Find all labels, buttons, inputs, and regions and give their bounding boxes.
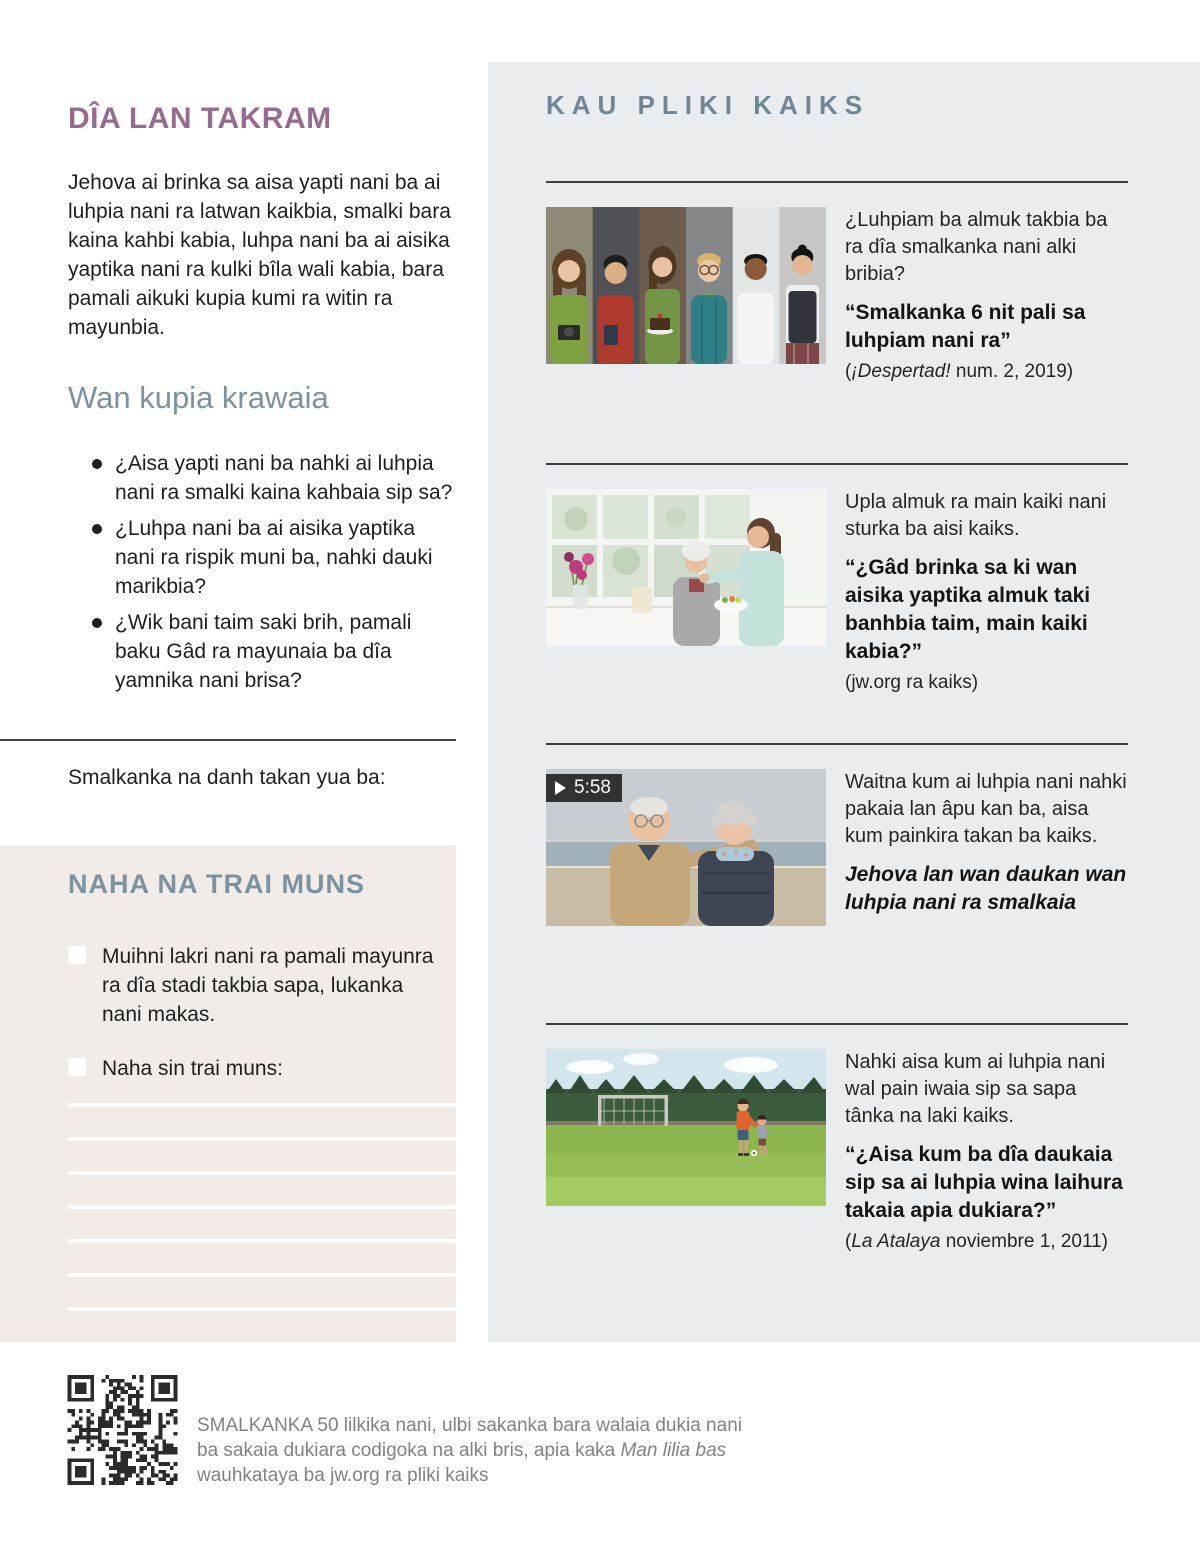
question-text: ¿Luhpa nani ba ai aisika yaptika nani ra rispik muni ba, nahki dauki marikbia?: [115, 517, 433, 598]
bullet-icon: [92, 459, 102, 469]
soccer-field-photo: [546, 1049, 826, 1206]
section-text: [845, 207, 1128, 385]
goal-item-1: Muihni lakri nani ra pamali mayunra ra dîa stadi takbia sapa, lukanka nani makas.: [102, 945, 434, 1026]
photo-illustration: [546, 489, 826, 646]
section-divider: [546, 181, 1128, 183]
section-lead: ¿Luhpiam ba almuk takbia ba ra dîa smalkanka nani alki bribia?: [845, 209, 1108, 285]
video-title: Jehova lan wan daukan wan luhpia nani ra smalkaia: [845, 863, 1127, 914]
section-quote: “¿Gâd brinka sa ki wan aisika yaptika almuk taki banhbia taim, main kaiki kabia?”: [845, 556, 1091, 663]
section-text: [845, 769, 1128, 926]
writing-line[interactable]: [68, 1307, 456, 1311]
bullet-icon: [92, 618, 102, 628]
bullet-icon: [92, 524, 102, 534]
source-publication: ¡Despertad!: [851, 361, 951, 382]
question-text: ¿Aisa yapti nani ba nahki ai luhpia nani ra smalki kaina kahbaia sip sa?: [115, 452, 453, 504]
section-text: [845, 489, 1128, 696]
serving-elderly-photo: [546, 489, 826, 646]
panel-section-4: [546, 1023, 1128, 1255]
section-text: [845, 1049, 1128, 1255]
section-divider: [546, 463, 1128, 465]
footer-text-before: SMALKANKA 50 lilkika nani, ulbi sakanka bara walaia dukia nani ba sakaia dukiara codigoka na alki bris, apia kaka: [197, 1415, 742, 1461]
writing-line[interactable]: [68, 1171, 456, 1175]
source-pre: (jw.org ra kaiks): [845, 672, 979, 693]
section-divider: [546, 1023, 1128, 1025]
panel-title: KAU PLIKI KAIKS: [546, 90, 870, 120]
section-source: [845, 1229, 1128, 1255]
video-duration-badge: [546, 774, 622, 802]
section-source: [845, 359, 1128, 385]
video-duration: 5:58: [574, 777, 611, 798]
section-lead: Waitna kum ai luhpia nani nahki pakaia lan âpu kan ba, aisa kum painkira takan ba kaiks.: [845, 771, 1127, 847]
page-title: DÎA LAN TAKRAM: [68, 102, 332, 135]
section-quote: “¿Aisa kum ba dîa daukaia sip sa ai luhpia wina laihura takaia apia dukiara?”: [845, 1143, 1123, 1222]
left-divider: [0, 739, 456, 741]
source-post: noviembre 1, 2011): [940, 1231, 1108, 1252]
section-lead: Nahki aisa kum ai luhpia nani wal pain iwaia sip sa sapa tânka na laki kaiks.: [845, 1051, 1106, 1127]
goal-item-2: Naha sin trai muns:: [102, 1057, 283, 1080]
footer-publication: Man lilia bas: [620, 1440, 727, 1461]
writing-line[interactable]: [68, 1205, 456, 1209]
question-item: [68, 608, 460, 695]
footer-note: [197, 1413, 753, 1488]
writing-line[interactable]: [68, 1239, 456, 1243]
footer-text-after: wauhkataya ba jw.org ra pliki kaiks: [197, 1465, 489, 1486]
section-quote: “Smalkanka 6 nit pali sa luhpiam nani ra”: [845, 301, 1086, 352]
photo-illustration: [546, 207, 826, 364]
section-source: [845, 670, 1128, 696]
question-item: [68, 449, 460, 507]
writing-line[interactable]: [68, 1137, 456, 1141]
goals-title: NAHA NA TRAI MUNS: [68, 869, 365, 899]
panel-section-2: [546, 463, 1128, 696]
intro-paragraph: Jehova ai brinka sa aisa yapti nani ba ai luhpia nani ra latwan kaikbia, smalki bara kaina kahbi kabia, luhpa nani ba ai aisika yaptika nani ra kulki bîla wali kabia, bara pamali aikuki kupia kumi ra witin ra mayunbia.: [68, 171, 451, 339]
question-item: [68, 514, 460, 601]
source-publication: La Atalaya: [851, 1231, 941, 1252]
completed-date-label: Smalkanka na danh takan yua ba:: [68, 766, 386, 789]
question-list: [68, 449, 460, 702]
goal-checkbox-2[interactable]: [68, 1058, 86, 1076]
source-post: num. 2, 2019): [950, 361, 1074, 382]
photo-illustration: [546, 1049, 826, 1206]
section-divider: [546, 743, 1128, 745]
section-lead: Upla almuk ra main kaiki nani sturka ba aisi kaiks.: [845, 491, 1107, 540]
discussion-title: Wan kupia krawaia: [68, 380, 329, 415]
video-thumbnail[interactable]: [546, 769, 826, 926]
source-pre: (: [845, 361, 852, 382]
play-icon: [555, 781, 566, 795]
panel-section-3: [546, 743, 1128, 926]
question-text: ¿Wik bani taim saki brih, pamali baku Gâd ra mayunaia ba dîa yamnika nani brisa?: [115, 611, 412, 692]
qr-code: [67, 1375, 178, 1485]
source-pre: (: [845, 1231, 852, 1252]
more-info-panel: [488, 62, 1200, 1342]
writing-line[interactable]: [68, 1273, 456, 1277]
children-collage-photo: [546, 207, 826, 364]
panel-section-1: [546, 181, 1128, 385]
goal-checkbox-1[interactable]: [68, 946, 86, 964]
goals-box: [0, 845, 456, 1342]
writing-line[interactable]: [68, 1103, 456, 1107]
